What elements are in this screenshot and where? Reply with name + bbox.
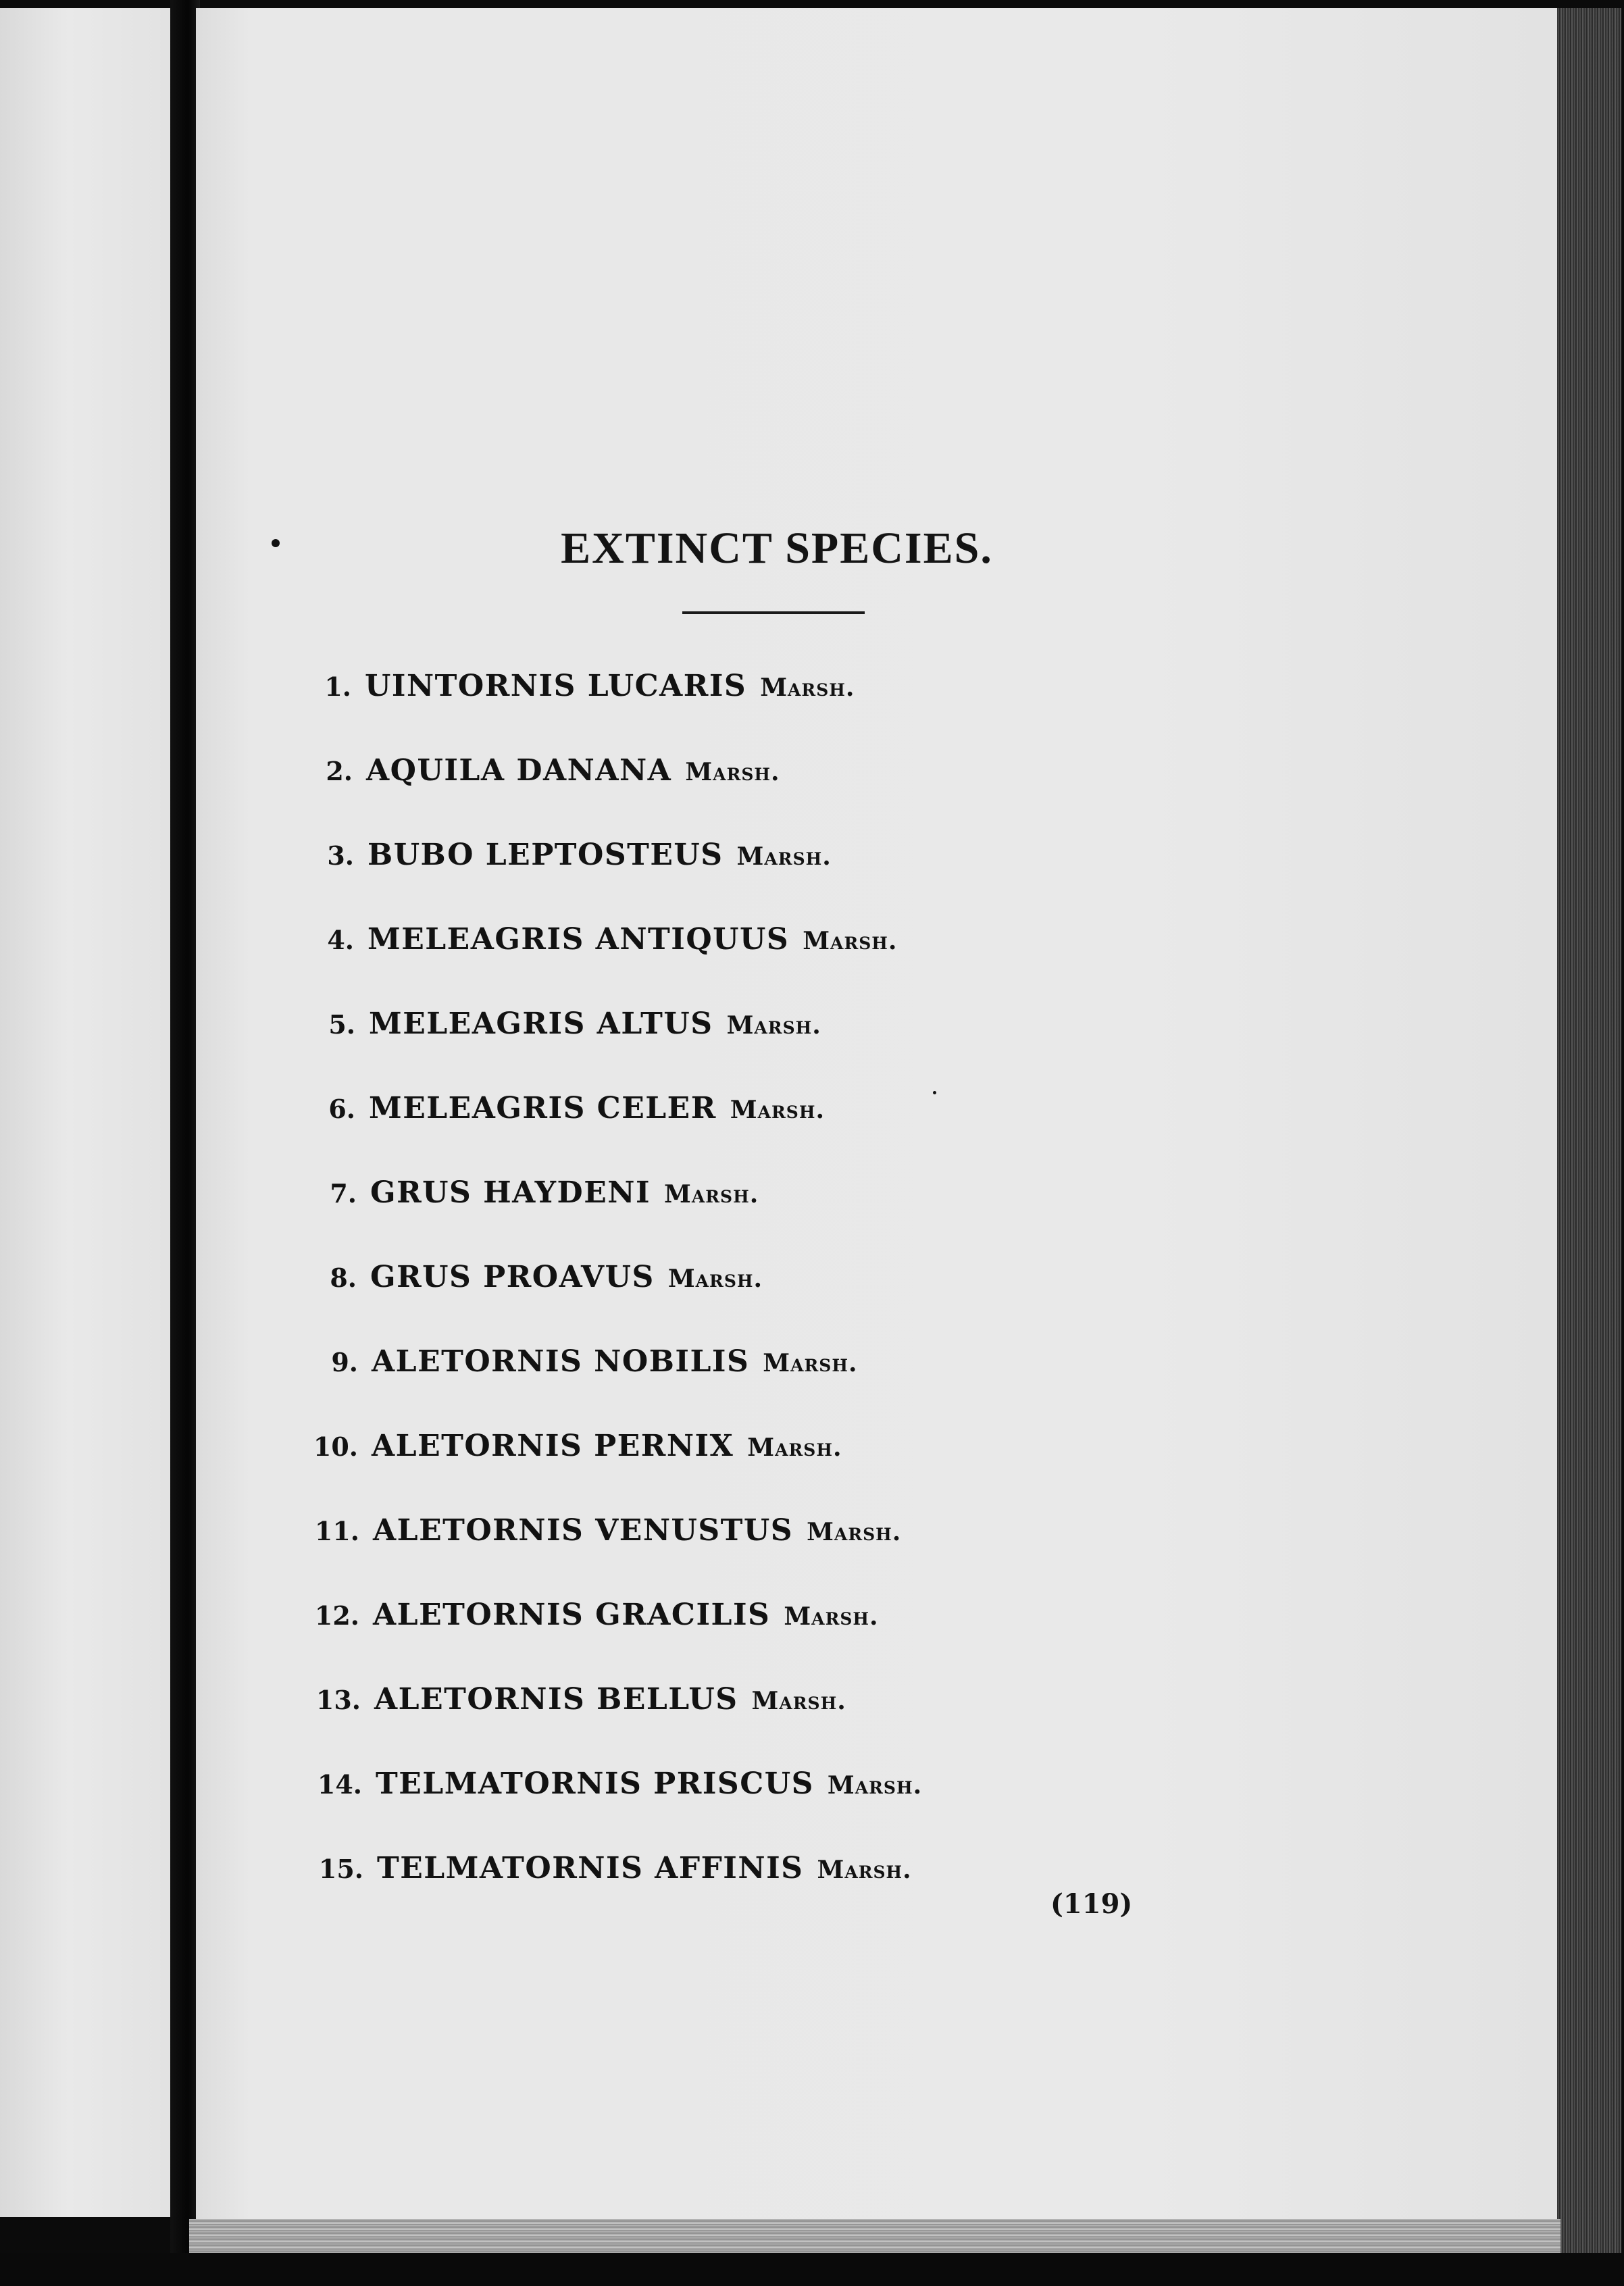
facing-page-edge	[0, 8, 170, 2217]
list-item	[307, 1682, 846, 1729]
scan-bottom-border	[0, 2253, 1624, 2286]
list-item	[301, 1007, 821, 1054]
species-name: BUBO LEPTOSTEUS	[367, 838, 724, 872]
list-item	[309, 1851, 912, 1898]
species-number: 3.	[327, 840, 354, 871]
species-name: ALETORNIS BELLUS	[374, 1682, 738, 1717]
species-author: Marsh.	[760, 674, 855, 702]
list-item	[305, 1513, 901, 1560]
species-name: ALETORNIS GRACILIS	[373, 1598, 771, 1632]
list-item	[305, 1598, 879, 1645]
list-item	[303, 1260, 763, 1307]
list-item	[304, 1429, 842, 1476]
species-number: 10.	[313, 1431, 358, 1462]
species-author: Marsh.	[667, 1265, 763, 1293]
species-number: 13.	[315, 1685, 361, 1715]
species-number: 14.	[317, 1769, 362, 1800]
species-name: GRUS HAYDENI	[370, 1175, 651, 1210]
list-item	[300, 838, 832, 885]
species-name: MELEAGRIS CELER	[369, 1091, 717, 1125]
species-number: 9.	[331, 1347, 358, 1377]
species-number: 4.	[327, 925, 354, 955]
page-bottom-edge	[189, 2219, 1560, 2253]
species-number: 2.	[326, 756, 353, 786]
list-item	[308, 1767, 922, 1814]
species-name: ALETORNIS VENUSTUS	[373, 1513, 794, 1548]
species-author: Marsh.	[726, 1011, 821, 1040]
list-item	[299, 753, 780, 801]
species-number: 6.	[328, 1094, 355, 1124]
page-stack-edge	[1557, 8, 1621, 2278]
species-name: UINTORNIS LUCARIS	[365, 669, 747, 703]
species-author: Marsh.	[784, 1602, 879, 1631]
species-number: 12.	[314, 1600, 359, 1631]
page-title: EXTINCT SPECIES.	[561, 524, 993, 574]
title-rule	[682, 611, 865, 614]
ink-speck	[272, 539, 280, 547]
species-name: MELEAGRIS ANTIQUUS	[367, 922, 790, 957]
species-author: Marsh.	[803, 927, 898, 955]
species-number: 15.	[318, 1854, 363, 1884]
species-number: 7.	[330, 1178, 357, 1209]
species-author: Marsh.	[763, 1349, 858, 1377]
species-author: Marsh.	[747, 1433, 842, 1462]
page-number: (119)	[1050, 1888, 1133, 1920]
species-name: AQUILA DANANA	[366, 753, 672, 788]
species-name: MELEAGRIS ALTUS	[369, 1007, 713, 1041]
species-author: Marsh.	[817, 1856, 912, 1884]
species-author: Marsh.	[751, 1687, 846, 1715]
list-item	[297, 669, 855, 716]
list-item	[303, 1175, 759, 1223]
species-number: 11.	[314, 1516, 359, 1546]
species-author: Marsh.	[827, 1771, 923, 1800]
species-name: ALETORNIS NOBILIS	[372, 1344, 750, 1379]
species-author: Marsh.	[807, 1518, 902, 1546]
species-number: 1.	[324, 671, 351, 702]
species-name: TELMATORNIS PRISCUS	[376, 1767, 814, 1801]
species-name: TELMATORNIS AFFINIS	[377, 1851, 804, 1885]
list-item	[301, 1091, 825, 1138]
list-item	[304, 1344, 858, 1392]
species-author: Marsh.	[664, 1180, 759, 1209]
species-author: Marsh.	[730, 1096, 826, 1124]
ink-speck	[933, 1091, 936, 1094]
species-number: 5.	[328, 1009, 355, 1040]
species-name: ALETORNIS PERNIX	[372, 1429, 734, 1463]
list-item	[300, 922, 897, 969]
species-number: 8.	[330, 1263, 357, 1293]
species-name: GRUS PROAVUS	[370, 1260, 655, 1294]
species-author: Marsh.	[736, 842, 832, 871]
species-author: Marsh.	[685, 758, 780, 786]
